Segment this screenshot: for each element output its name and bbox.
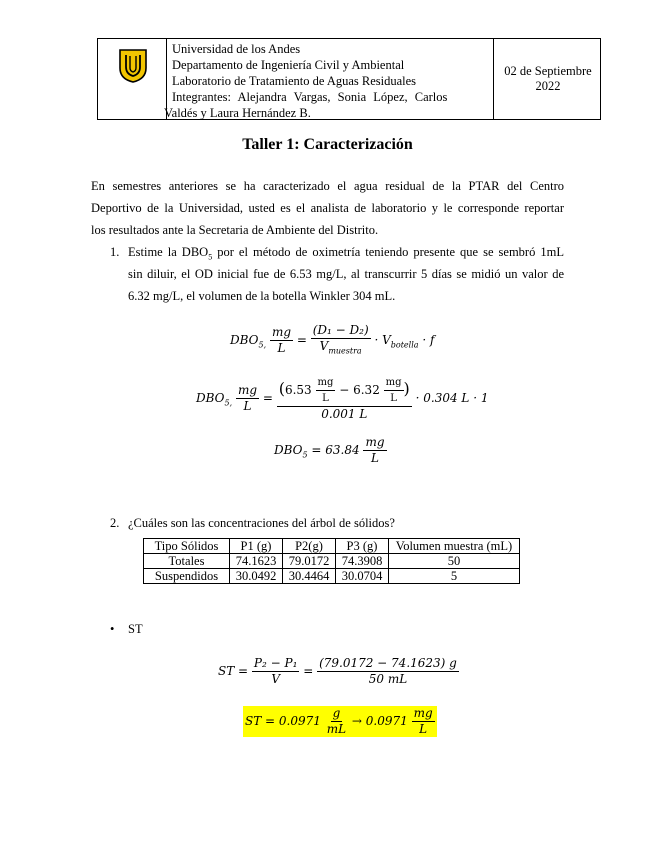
- table-cell: Totales: [144, 554, 230, 569]
- logo-cell: [98, 39, 167, 119]
- bullet-st-label: ST: [128, 622, 143, 636]
- table-cell: 74.3908: [336, 554, 389, 569]
- table-cell: 30.0492: [230, 569, 283, 584]
- equation-st-general: ST = $\frac{\text{P₂ − P₁}}{V}$ = $\frac{(79.0172 - 74.1623) g}{50 mL}$: [218, 656, 457, 686]
- bullet-icon: •: [110, 622, 115, 636]
- header-lab: Laboratorio de Tratamiento de Aguas Residuales: [172, 74, 417, 88]
- table-cell: 50: [389, 554, 520, 569]
- q1-line-2: sin diluir, el OD inicial fue de 6.53 mg/L, al transcurrir 5 días se midió un valor de: [128, 267, 564, 281]
- q1-line-1: Estime la $DBO_5$ por el método de oximetría teniendo presente que se sembró 1mL: [128, 245, 564, 262]
- equation-dbo-substituted: $DBO_{5,}$ $\frac{mg}{L}$ = (6.53 $\frac{mg}{L}$ − 6.32 $\frac{mg}{L}$ ) 0.001 L · 0.304 L · 1: [196, 377, 489, 421]
- table-cell: 79.0172: [283, 554, 336, 569]
- page-title: Taller 1: Caracterización: [242, 136, 413, 153]
- table-cell: 30.4464: [283, 569, 336, 584]
- table-cell: Suspendidos: [144, 569, 230, 584]
- q2-text: ¿Cuáles son las concentraciones del árbol de sólidos?: [128, 516, 395, 530]
- university-shield-icon: [118, 48, 148, 84]
- equation-dbo-general: $DBO_{5,}$ $\frac{mg}{L}$ = $\frac{\text{(D₁ − D₂)}}{V_{muestra}}$ · $V_{botella} \cdot f$: [230, 323, 435, 356]
- table-header: Volumen muestra (mL): [389, 539, 520, 554]
- intro-line-2: Deportivo de la Universidad, usted es el analista de laboratorio y le corresponde reportar: [91, 201, 564, 215]
- q1-line-3: 6.32 mg/L, el volumen de la botella Winkler 304 mL.: [128, 289, 396, 303]
- header-university: Universidad de los Andes: [172, 42, 301, 56]
- header-members: Integrantes: Alejandra Vargas, Sonia López, Carlos: [172, 90, 448, 104]
- intro-line-3: los resultados ante la Secretaria de Ambiente del Distrito.: [91, 223, 379, 237]
- table-row: [144, 569, 520, 584]
- table-header: Tipo Sólidos: [144, 539, 230, 554]
- q2-number: 2.: [110, 516, 120, 530]
- intro-line-1: En semestres anteriores se ha caracterizado el agua residual de la PTAR del Centro: [91, 179, 564, 193]
- table-header: P3 (g): [336, 539, 389, 554]
- table-header-row: [144, 539, 520, 554]
- header-department: Departamento de Ingeniería Civil y Ambiental: [172, 58, 405, 72]
- date-cell: 02 de Septiembre 2022: [493, 39, 602, 119]
- table-header: P2(g): [283, 539, 336, 554]
- equation-dbo-result: $DBO_5 = 63.84$ $\frac{mg}{L}$: [274, 435, 385, 465]
- table-cell: 5: [389, 569, 520, 584]
- table-cell: 74.1623: [230, 554, 283, 569]
- solids-table: [143, 538, 520, 584]
- equation-st-result: ST = 0.0971 $\frac{g}{mL}$ → 0.0971 $\frac{mg}{L}$: [243, 706, 437, 737]
- table-cell: 30.0704: [336, 569, 389, 584]
- table-header: P1 (g): [230, 539, 283, 554]
- table-row: [144, 554, 520, 569]
- header-members-cont: Valdés y Laura Hernández B.: [164, 106, 311, 120]
- q1-number: 1.: [110, 245, 120, 259]
